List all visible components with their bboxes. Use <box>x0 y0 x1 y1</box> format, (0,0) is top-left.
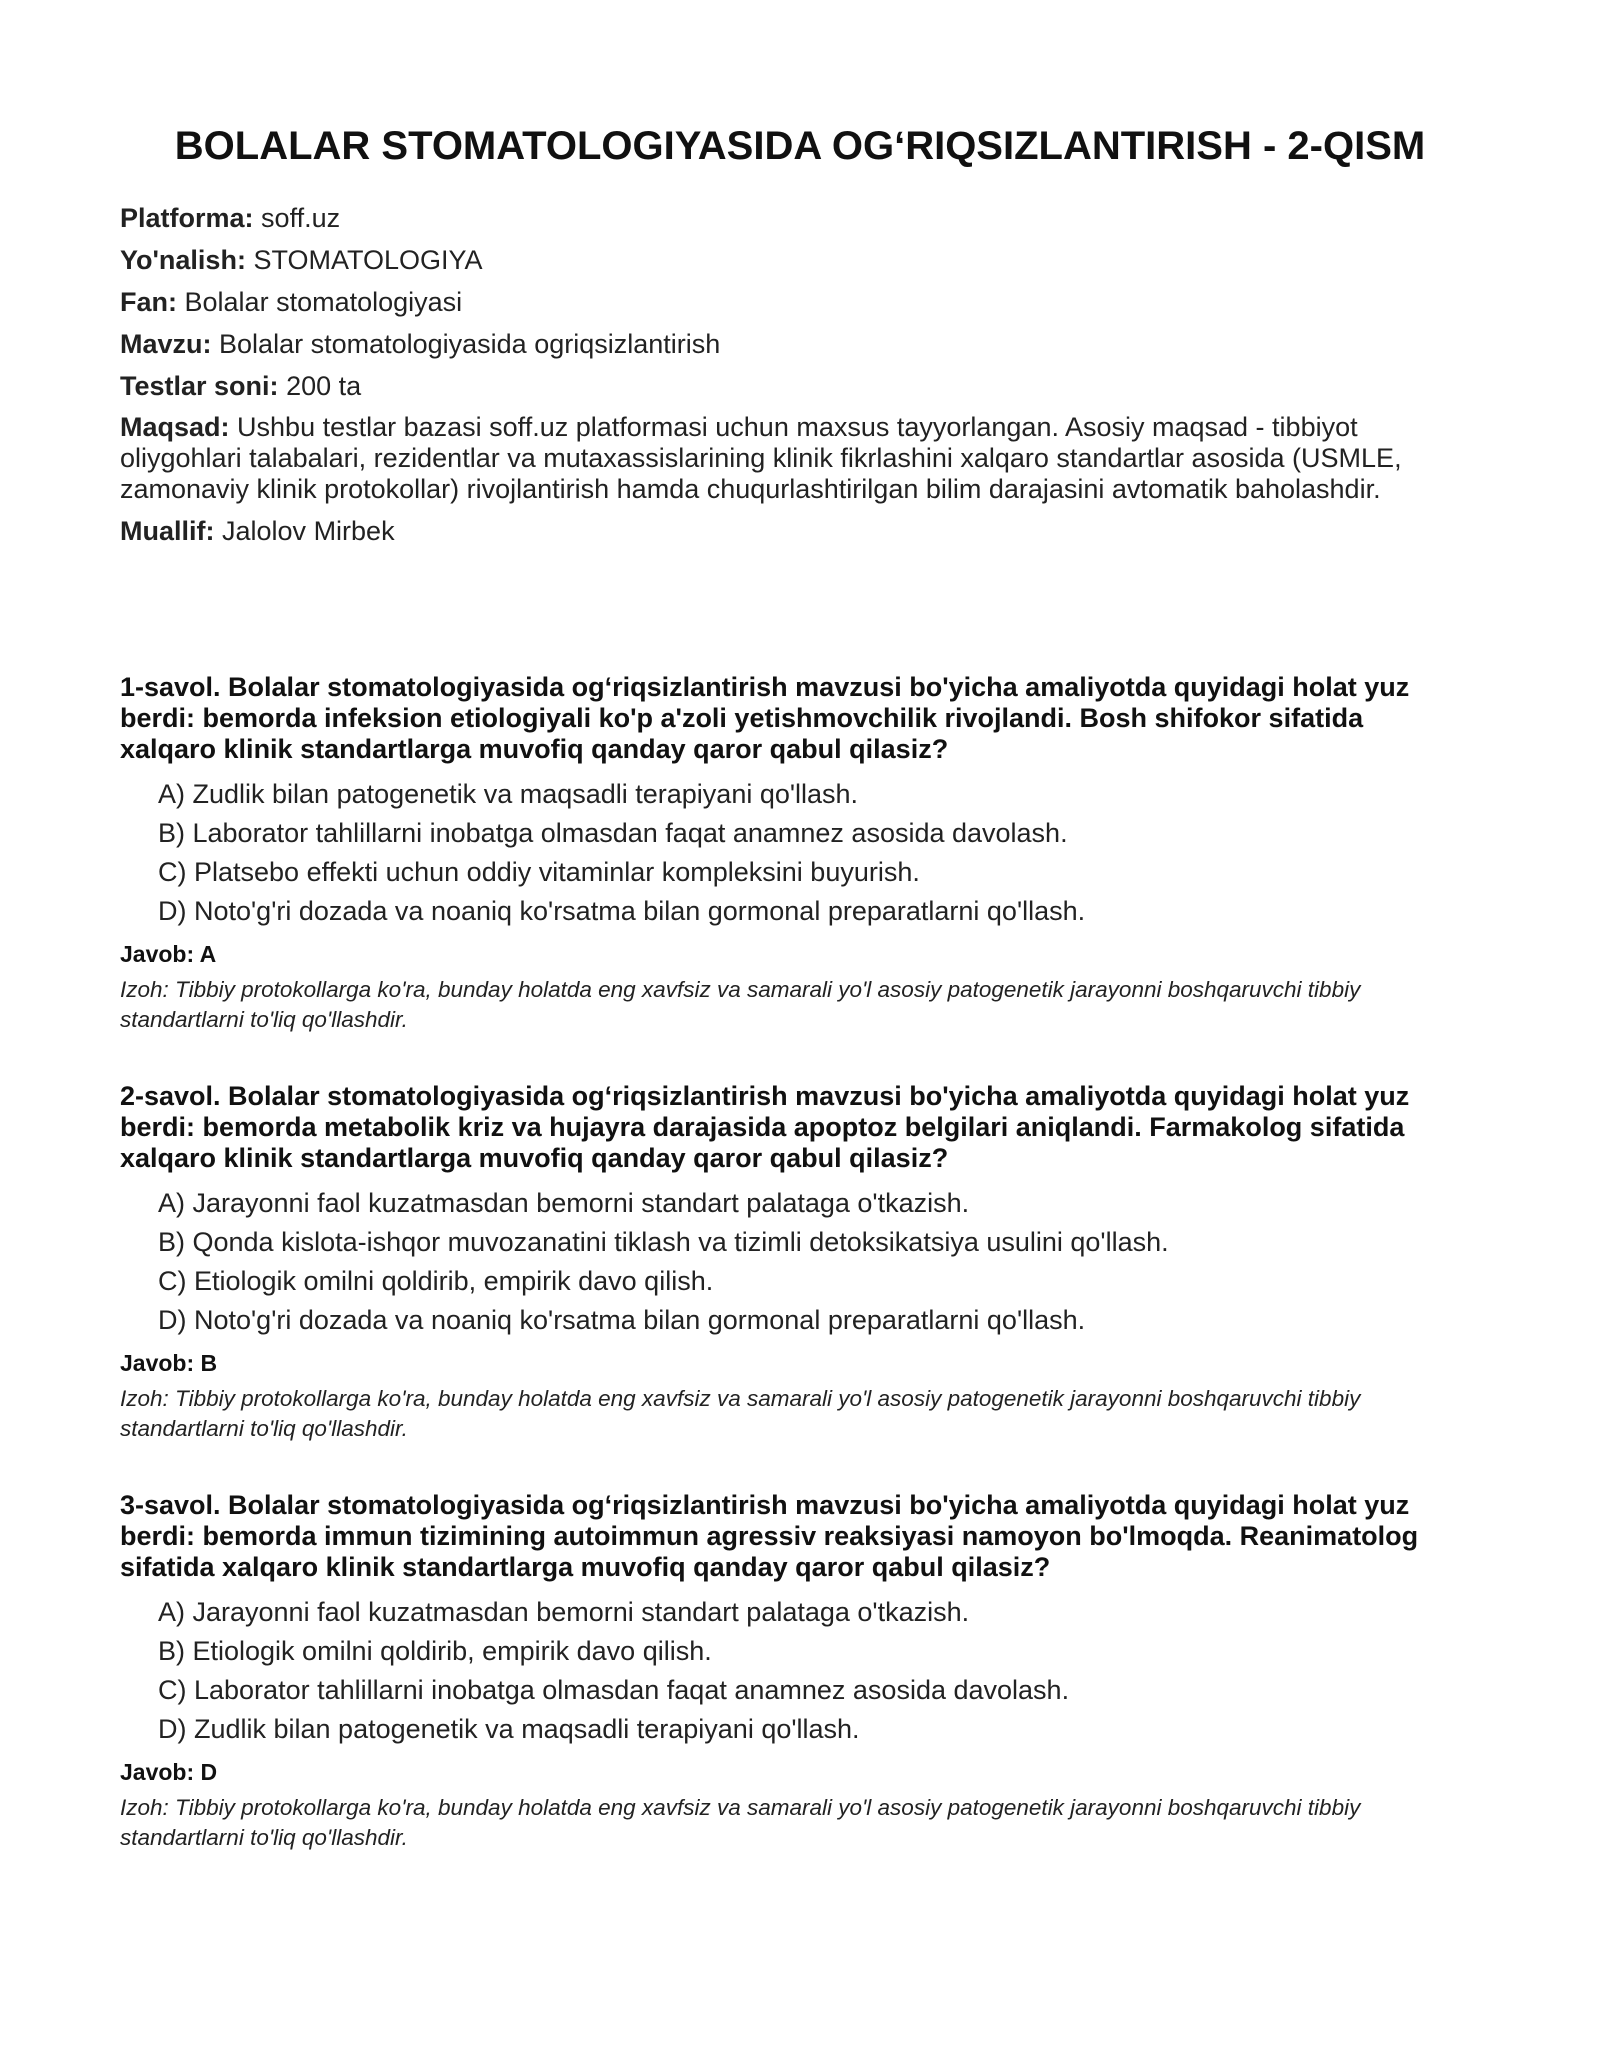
answer-explanation: Izoh: Tibbiy protokollarga ko'ra, bunday holatda eng xavfsiz va samarali yo'l asosiy patogenetik jarayonni boshqaruvchi tibbiy standartlarni to'liq qo'llashdir. <box>120 1386 1361 1441</box>
meta-test-count <box>120 370 1460 402</box>
option-d: D) Noto'g'ri dozada va noaniq ko'rsatma bilan gormonal preparatlarni qo'llash. <box>158 896 1086 926</box>
meta-value: STOMATOLOGIYA <box>253 245 483 275</box>
meta-value: 200 ta <box>286 371 362 401</box>
meta-direction <box>120 244 1460 276</box>
option-d: D) Zudlik bilan patogenetik va maqsadli terapiyani qo'llash. <box>158 1714 860 1744</box>
option-c: C) Platsebo effekti uchun oddiy vitaminlar kompleksini buyurish. <box>158 857 920 887</box>
answer-options <box>158 1593 1460 1749</box>
option-b: B) Laborator tahlillarni inobatga olmasdan faqat anamnez asosida davolash. <box>158 818 1068 848</box>
meta-value: Bolalar stomatologiyasi <box>184 287 463 317</box>
option-c: C) Etiologik omilni qoldirib, empirik davo qilish. <box>158 1266 714 1296</box>
meta-label: Mavzu: <box>120 329 212 359</box>
question-1 <box>120 672 1460 1035</box>
meta-subject <box>120 286 1460 318</box>
meta-author <box>120 515 1460 547</box>
meta-topic <box>120 328 1460 360</box>
meta-platform <box>120 202 1460 234</box>
meta-label: Testlar soni: <box>120 371 279 401</box>
document-title: BOLALAR STOMATOLOGIYASIDA OG‘RIQSIZLANTIRISH - 2-QISM <box>174 124 1426 168</box>
meta-label: Fan: <box>120 287 177 317</box>
question-2 <box>120 1081 1460 1444</box>
option-a: A) Zudlik bilan patogenetik va maqsadli terapiyani qo'llash. <box>158 779 859 809</box>
meta-value: Bolalar stomatologiyasida ogriqsizlantirish <box>219 329 721 359</box>
question-text: 3-savol. Bolalar stomatologiyasida og‘riqsizlantirish mavzusi bo'yicha amaliyotda quyidagi holat yuz berdi: bemorda immun tizimining autoimmun agressiv reaksiyasi namoyon bo'lmoqda. Reanimatolog sifatida xalqaro klinik standartlarga muvofiq qanday qaror qabul qilasiz? <box>120 1490 1419 1582</box>
meta-value: soff.uz <box>261 203 341 233</box>
meta-label: Platforma: <box>120 203 254 233</box>
metadata-block <box>120 202 1460 557</box>
meta-label: Maqsad: <box>120 412 230 442</box>
meta-value: Ushbu testlar bazasi soff.uz platformasi uchun maxsus tayyorlangan. Asosiy maqsad - tibbiyot oliygohlari talabalari, rezidentlar va mutaxassislarining klinik fikrlashini xalqaro standartlar asosida (USMLE, zamonaviy klinik protokollar) rivojlantirish hamda chuqurlashtirilgan bilim darajasini avtomatik baholashdir. <box>120 412 1402 504</box>
question-text: 1-savol. Bolalar stomatologiyasida og‘riqsizlantirish mavzusi bo'yicha amaliyotda quyidagi holat yuz berdi: bemorda infeksion etiologiyali ko'p a'zoli yetishmovchilik rivojlandi. Bosh shifokor sifatida xalqaro klinik standartlarga muvofiq qanday qaror qabul qilasiz? <box>120 672 1410 764</box>
option-d: D) Noto'g'ri dozada va noaniq ko'rsatma bilan gormonal preparatlarni qo'llash. <box>158 1305 1086 1335</box>
meta-value: Jalolov Mirbek <box>222 516 395 546</box>
question-text: 2-savol. Bolalar stomatologiyasida og‘riqsizlantirish mavzusi bo'yicha amaliyotda quyidagi holat yuz berdi: bemorda metabolik kriz va hujayra darajasida apoptoz belgilari aniqlandi. Farmakolog sifatida xalqaro klinik standartlarga muvofiq qanday qaror qabul qilasiz? <box>120 1081 1410 1173</box>
correct-answer: Javob: B <box>120 1350 218 1376</box>
meta-purpose <box>120 412 1460 505</box>
correct-answer: Javob: D <box>120 1759 218 1785</box>
option-b: B) Etiologik omilni qoldirib, empirik davo qilish. <box>158 1636 712 1666</box>
answer-explanation: Izoh: Tibbiy protokollarga ko'ra, bunday holatda eng xavfsiz va samarali yo'l asosiy patogenetik jarayonni boshqaruvchi tibbiy standartlarni to'liq qo'llashdir. <box>120 1795 1361 1850</box>
meta-label: Yo'nalish: <box>120 245 246 275</box>
option-b: B) Qonda kislota-ishqor muvozanatini tiklash va tizimli detoksikatsiya usulini qo'llash. <box>158 1227 1169 1257</box>
option-c: C) Laborator tahlillarni inobatga olmasdan faqat anamnez asosida davolash. <box>158 1675 1070 1705</box>
correct-answer: Javob: A <box>120 941 217 967</box>
option-a: A) Jarayonni faol kuzatmasdan bemorni standart palataga o'tkazish. <box>158 1188 970 1218</box>
answer-options <box>158 775 1460 931</box>
option-a: A) Jarayonni faol kuzatmasdan bemorni standart palataga o'tkazish. <box>158 1597 970 1627</box>
meta-label: Muallif: <box>120 516 215 546</box>
answer-options <box>158 1184 1460 1340</box>
question-3 <box>120 1490 1460 1853</box>
answer-explanation: Izoh: Tibbiy protokollarga ko'ra, bunday holatda eng xavfsiz va samarali yo'l asosiy patogenetik jarayonni boshqaruvchi tibbiy standartlarni to'liq qo'llashdir. <box>120 977 1361 1032</box>
